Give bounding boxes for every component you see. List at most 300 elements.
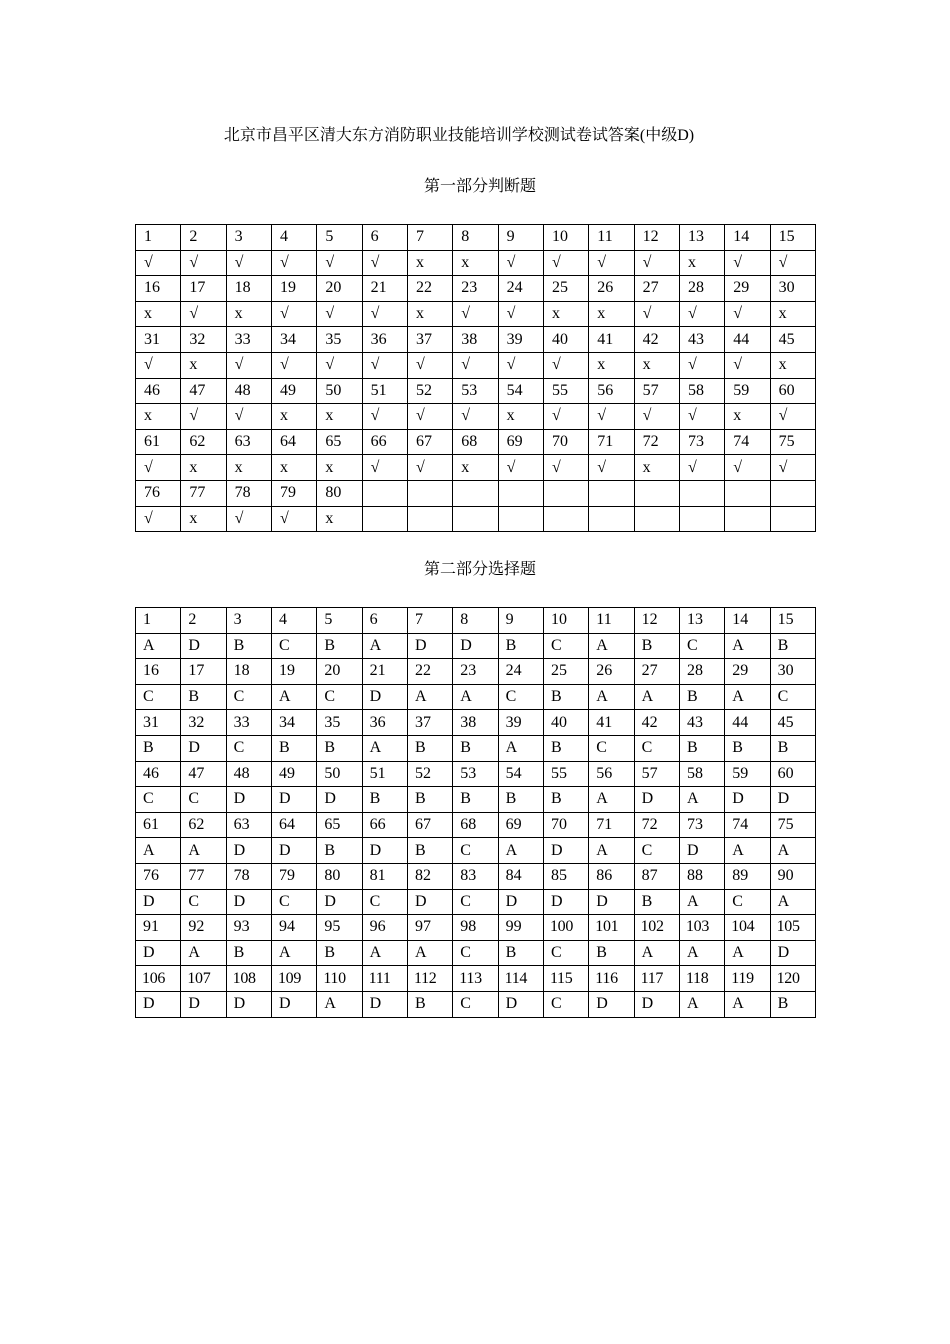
answer-cell: D — [271, 991, 316, 1017]
question-number-cell: 13 — [679, 225, 724, 251]
question-number-cell: 51 — [362, 378, 407, 404]
question-number-cell: 60 — [770, 761, 815, 787]
answer-cell: B — [362, 787, 407, 813]
answer-cell: √ — [543, 455, 588, 481]
answer-cell: C — [453, 940, 498, 966]
question-number-row — [136, 812, 816, 838]
question-number-cell: 29 — [725, 276, 770, 302]
answer-cell: B — [317, 735, 362, 761]
question-number-cell: 80 — [317, 863, 362, 889]
answer-cell: D — [770, 787, 815, 813]
question-number-cell: 16 — [136, 276, 181, 302]
answer-cell: A — [181, 940, 226, 966]
question-number-cell: 73 — [679, 812, 724, 838]
answer-cell: A — [498, 838, 543, 864]
question-number-cell: 17 — [181, 276, 226, 302]
question-number-cell: 14 — [725, 225, 770, 251]
answer-cell: D — [362, 838, 407, 864]
question-number-cell: 30 — [770, 659, 815, 685]
answer-cell: x — [634, 455, 679, 481]
answer-cell: A — [271, 940, 316, 966]
question-number-cell: 64 — [271, 429, 316, 455]
section-title-judgment: 第一部分判断题 — [423, 178, 536, 195]
question-number-cell: 43 — [679, 710, 724, 736]
question-number-cell: 31 — [136, 327, 181, 353]
question-number-cell: 84 — [498, 863, 543, 889]
question-number-cell: 24 — [498, 659, 543, 685]
answer-cell: A — [589, 684, 634, 710]
question-number-cell: 77 — [181, 480, 226, 506]
answer-cell: D — [725, 787, 770, 813]
question-number-cell: 114 — [498, 966, 543, 992]
question-number-cell: 21 — [362, 276, 407, 302]
answer-cell: √ — [770, 404, 815, 430]
answer-row — [136, 889, 816, 915]
answer-cell: D — [498, 889, 543, 915]
answer-cell: B — [317, 633, 362, 659]
answer-cell: C — [136, 787, 181, 813]
question-number-cell: 26 — [589, 276, 634, 302]
question-number-cell: 80 — [317, 480, 362, 506]
answer-cell: B — [453, 735, 498, 761]
answer-cell: B — [407, 838, 452, 864]
answer-cell: A — [589, 633, 634, 659]
answer-cell: A — [634, 684, 679, 710]
question-number-cell: 19 — [271, 276, 316, 302]
answer-cell: B — [226, 940, 271, 966]
answer-cell: D — [136, 991, 181, 1017]
answer-cell: B — [498, 787, 543, 813]
question-number-cell: 111 — [362, 966, 407, 992]
question-number-cell: 50 — [317, 378, 362, 404]
answer-cell: x — [181, 352, 226, 378]
answer-cell: √ — [407, 455, 452, 481]
question-number-cell: 4 — [271, 225, 316, 251]
answer-cell: B — [770, 991, 815, 1017]
answer-row — [136, 991, 816, 1017]
question-number-cell: 64 — [271, 812, 316, 838]
question-number-cell: 51 — [362, 761, 407, 787]
answer-cell: √ — [770, 455, 815, 481]
question-number-cell: 18 — [226, 659, 271, 685]
answer-cell: √ — [498, 352, 543, 378]
question-number-cell: 66 — [362, 429, 407, 455]
question-number-cell: 31 — [136, 710, 181, 736]
answer-cell: D — [543, 889, 588, 915]
question-number-cell: 20 — [317, 276, 362, 302]
answer-cell: C — [362, 889, 407, 915]
answer-cell: √ — [362, 455, 407, 481]
answer-cell: √ — [226, 352, 271, 378]
answer-cell — [679, 506, 724, 532]
question-number-cell: 68 — [453, 812, 498, 838]
question-number-cell: 61 — [136, 812, 181, 838]
question-number-cell: 6 — [362, 608, 407, 634]
answer-row — [136, 940, 816, 966]
answer-cell: √ — [362, 404, 407, 430]
question-number-cell: 57 — [634, 378, 679, 404]
question-number-cell: 53 — [453, 761, 498, 787]
answer-cell: √ — [317, 301, 362, 327]
question-number-cell: 62 — [181, 429, 226, 455]
question-number-cell: 87 — [634, 863, 679, 889]
answer-row — [136, 301, 816, 327]
answer-cell: A — [679, 940, 724, 966]
question-number-cell: 50 — [317, 761, 362, 787]
answer-cell: √ — [679, 455, 724, 481]
answer-cell: x — [317, 404, 362, 430]
question-number-cell: 107 — [181, 966, 226, 992]
question-number-cell: 61 — [136, 429, 181, 455]
question-number-cell: 33 — [226, 327, 271, 353]
answer-cell: B — [226, 633, 271, 659]
question-number-cell: 90 — [770, 863, 815, 889]
question-number-cell: 36 — [362, 327, 407, 353]
question-number-cell — [362, 480, 407, 506]
answer-cell: A — [362, 940, 407, 966]
question-number-cell: 46 — [136, 378, 181, 404]
answer-cell: A — [725, 633, 770, 659]
question-number-cell: 23 — [453, 276, 498, 302]
answer-cell: √ — [136, 455, 181, 481]
question-number-cell: 38 — [453, 327, 498, 353]
question-number-cell: 67 — [407, 429, 452, 455]
question-number-cell: 65 — [317, 429, 362, 455]
question-number-cell: 59 — [725, 378, 770, 404]
answer-cell: B — [271, 735, 316, 761]
question-number-cell: 78 — [226, 863, 271, 889]
answer-cell: A — [317, 991, 362, 1017]
answer-cell: √ — [317, 352, 362, 378]
answer-cell: C — [453, 838, 498, 864]
answer-cell: B — [543, 735, 588, 761]
question-number-cell: 93 — [226, 915, 271, 941]
answer-cell: √ — [498, 301, 543, 327]
answer-cell: C — [589, 735, 634, 761]
answer-cell: D — [589, 991, 634, 1017]
answer-cell: A — [725, 940, 770, 966]
answer-cell: B — [407, 991, 452, 1017]
answer-row — [136, 787, 816, 813]
question-number-cell: 97 — [407, 915, 452, 941]
answer-cell: C — [725, 889, 770, 915]
answer-cell: C — [770, 684, 815, 710]
question-number-cell: 37 — [407, 710, 452, 736]
question-number-cell: 12 — [634, 608, 679, 634]
answer-cell: B — [407, 787, 452, 813]
answer-cell: √ — [498, 455, 543, 481]
answer-cell: B — [317, 940, 362, 966]
question-number-cell: 12 — [634, 225, 679, 251]
answer-cell: A — [725, 684, 770, 710]
answer-cell: A — [589, 787, 634, 813]
answer-cell — [543, 506, 588, 532]
answer-cell: √ — [589, 455, 634, 481]
question-number-cell: 24 — [498, 276, 543, 302]
answer-cell: D — [271, 787, 316, 813]
answer-row — [136, 506, 816, 532]
question-number-cell: 25 — [543, 659, 588, 685]
question-number-cell: 5 — [317, 225, 362, 251]
question-number-cell: 1 — [136, 225, 181, 251]
question-number-cell: 75 — [770, 812, 815, 838]
answer-cell: x — [679, 250, 724, 276]
question-number-cell — [498, 480, 543, 506]
question-number-cell: 70 — [543, 812, 588, 838]
question-number-cell: 54 — [498, 761, 543, 787]
answer-cell: A — [770, 838, 815, 864]
question-number-cell: 82 — [407, 863, 452, 889]
question-number-cell: 58 — [679, 761, 724, 787]
answer-cell: √ — [589, 404, 634, 430]
answer-cell: √ — [362, 352, 407, 378]
question-number-cell: 18 — [226, 276, 271, 302]
answer-cell: √ — [362, 250, 407, 276]
question-number-cell: 48 — [226, 761, 271, 787]
answer-cell: √ — [725, 250, 770, 276]
answer-row — [136, 633, 816, 659]
question-number-cell: 3 — [226, 225, 271, 251]
question-number-cell: 75 — [770, 429, 815, 455]
question-number-row — [136, 276, 816, 302]
question-number-cell: 108 — [226, 966, 271, 992]
question-number-cell: 42 — [634, 710, 679, 736]
answer-row — [136, 838, 816, 864]
answer-cell: x — [725, 404, 770, 430]
answer-cell: x — [498, 404, 543, 430]
answer-cell: C — [543, 991, 588, 1017]
question-number-cell: 39 — [498, 710, 543, 736]
question-number-cell: 10 — [543, 608, 588, 634]
answer-cell: B — [543, 787, 588, 813]
question-number-cell: 14 — [725, 608, 770, 634]
question-number-cell — [634, 480, 679, 506]
question-number-row — [136, 225, 816, 251]
question-number-cell: 1 — [136, 608, 181, 634]
question-number-cell: 66 — [362, 812, 407, 838]
question-number-cell: 45 — [770, 710, 815, 736]
question-number-cell — [770, 480, 815, 506]
question-number-cell: 96 — [362, 915, 407, 941]
question-number-cell: 19 — [271, 659, 316, 685]
question-number-cell: 55 — [543, 761, 588, 787]
answer-cell: x — [181, 506, 226, 532]
question-number-cell: 79 — [271, 480, 316, 506]
question-number-cell: 17 — [181, 659, 226, 685]
question-number-cell: 94 — [271, 915, 316, 941]
answer-cell: D — [317, 787, 362, 813]
choice-answer-table — [135, 607, 816, 1018]
question-number-cell — [679, 480, 724, 506]
answer-cell: C — [226, 735, 271, 761]
question-number-cell: 119 — [725, 966, 770, 992]
answer-cell: √ — [453, 352, 498, 378]
answer-cell: A — [271, 684, 316, 710]
answer-cell: B — [770, 735, 815, 761]
question-number-row — [136, 327, 816, 353]
answer-cell: √ — [271, 506, 316, 532]
answer-cell: √ — [317, 250, 362, 276]
answer-cell: √ — [679, 352, 724, 378]
question-number-cell: 41 — [589, 327, 634, 353]
question-number-cell — [453, 480, 498, 506]
question-number-cell: 42 — [634, 327, 679, 353]
answer-cell: A — [634, 940, 679, 966]
answer-cell: √ — [725, 352, 770, 378]
answer-cell: x — [453, 455, 498, 481]
answer-cell: B — [407, 735, 452, 761]
question-number-cell: 58 — [679, 378, 724, 404]
question-number-cell: 76 — [136, 863, 181, 889]
question-number-cell: 81 — [362, 863, 407, 889]
question-number-cell: 53 — [453, 378, 498, 404]
question-number-cell: 106 — [136, 966, 181, 992]
answer-cell: B — [543, 684, 588, 710]
question-number-cell: 118 — [679, 966, 724, 992]
answer-cell: x — [271, 404, 316, 430]
question-number-cell: 7 — [407, 608, 452, 634]
answer-cell: B — [770, 633, 815, 659]
answer-cell: x — [226, 301, 271, 327]
answer-cell: A — [362, 735, 407, 761]
question-number-cell: 45 — [770, 327, 815, 353]
answer-cell: C — [634, 838, 679, 864]
question-number-cell: 32 — [181, 327, 226, 353]
question-number-cell: 22 — [407, 276, 452, 302]
answer-cell — [725, 506, 770, 532]
question-number-cell: 27 — [634, 659, 679, 685]
question-number-row — [136, 863, 816, 889]
question-number-cell: 13 — [679, 608, 724, 634]
answer-cell: √ — [543, 352, 588, 378]
answer-cell: A — [498, 735, 543, 761]
question-number-cell: 44 — [725, 710, 770, 736]
answer-cell: B — [498, 940, 543, 966]
answer-cell: D — [498, 991, 543, 1017]
answer-cell: x — [634, 352, 679, 378]
question-number-cell: 21 — [362, 659, 407, 685]
answer-cell: A — [589, 838, 634, 864]
answer-cell: D — [271, 838, 316, 864]
answer-cell: D — [181, 633, 226, 659]
answer-cell: D — [136, 940, 181, 966]
question-number-cell: 9 — [498, 225, 543, 251]
question-number-cell: 69 — [498, 429, 543, 455]
question-number-cell: 20 — [317, 659, 362, 685]
answer-cell: x — [770, 352, 815, 378]
section-title-choice: 第二部分选择题 — [423, 561, 536, 578]
answer-cell: C — [181, 889, 226, 915]
question-number-cell: 6 — [362, 225, 407, 251]
answer-cell: √ — [589, 250, 634, 276]
question-number-cell — [407, 480, 452, 506]
answer-cell: D — [226, 787, 271, 813]
answer-cell — [770, 506, 815, 532]
answer-cell: B — [136, 735, 181, 761]
answer-cell: A — [679, 889, 724, 915]
question-number-cell: 28 — [679, 659, 724, 685]
question-number-cell: 52 — [407, 378, 452, 404]
question-number-cell: 71 — [589, 429, 634, 455]
question-number-cell — [589, 480, 634, 506]
question-number-cell: 48 — [226, 378, 271, 404]
question-number-cell: 72 — [634, 429, 679, 455]
answer-cell — [498, 506, 543, 532]
question-number-cell: 100 — [543, 915, 588, 941]
question-number-row — [136, 710, 816, 736]
answer-cell: C — [271, 889, 316, 915]
answer-cell: √ — [407, 404, 452, 430]
question-number-cell: 30 — [770, 276, 815, 302]
question-number-cell: 78 — [226, 480, 271, 506]
question-number-cell: 33 — [226, 710, 271, 736]
answer-cell: D — [136, 889, 181, 915]
answer-cell: x — [407, 301, 452, 327]
question-number-cell: 36 — [362, 710, 407, 736]
question-number-cell: 89 — [725, 863, 770, 889]
question-number-cell: 2 — [181, 608, 226, 634]
answer-cell: B — [634, 633, 679, 659]
question-number-cell: 91 — [136, 915, 181, 941]
question-number-cell: 98 — [453, 915, 498, 941]
answer-cell: x — [317, 455, 362, 481]
question-number-cell: 43 — [679, 327, 724, 353]
answer-cell: √ — [226, 506, 271, 532]
answer-cell: C — [679, 633, 724, 659]
question-number-cell: 117 — [634, 966, 679, 992]
question-number-cell: 86 — [589, 863, 634, 889]
question-number-cell: 63 — [226, 812, 271, 838]
answer-cell: √ — [453, 404, 498, 430]
answer-cell: C — [181, 787, 226, 813]
answer-cell: D — [181, 991, 226, 1017]
answer-cell: √ — [181, 404, 226, 430]
answer-cell — [634, 506, 679, 532]
answer-cell: D — [679, 838, 724, 864]
question-number-row — [136, 915, 816, 941]
answer-cell — [407, 506, 452, 532]
answer-cell: A — [453, 684, 498, 710]
question-number-cell: 35 — [317, 710, 362, 736]
question-number-row — [136, 378, 816, 404]
answer-cell: A — [770, 889, 815, 915]
question-number-cell: 103 — [679, 915, 724, 941]
question-number-cell: 57 — [634, 761, 679, 787]
judgment-answer-table — [135, 224, 816, 532]
question-number-cell: 41 — [589, 710, 634, 736]
answer-cell: x — [136, 404, 181, 430]
answer-cell: x — [136, 301, 181, 327]
question-number-cell: 11 — [589, 225, 634, 251]
answer-row — [136, 250, 816, 276]
answer-cell: x — [589, 352, 634, 378]
question-number-cell: 85 — [543, 863, 588, 889]
answer-cell: D — [453, 633, 498, 659]
answer-cell: D — [634, 991, 679, 1017]
answer-cell: B — [725, 735, 770, 761]
answer-cell: B — [634, 889, 679, 915]
answer-cell: √ — [543, 404, 588, 430]
question-number-cell: 120 — [770, 966, 815, 992]
answer-cell: B — [589, 940, 634, 966]
answer-cell: x — [271, 455, 316, 481]
question-number-cell: 8 — [453, 608, 498, 634]
question-number-cell: 40 — [543, 327, 588, 353]
question-number-cell: 76 — [136, 480, 181, 506]
question-number-row — [136, 659, 816, 685]
answer-cell: C — [271, 633, 316, 659]
question-number-cell: 22 — [407, 659, 452, 685]
